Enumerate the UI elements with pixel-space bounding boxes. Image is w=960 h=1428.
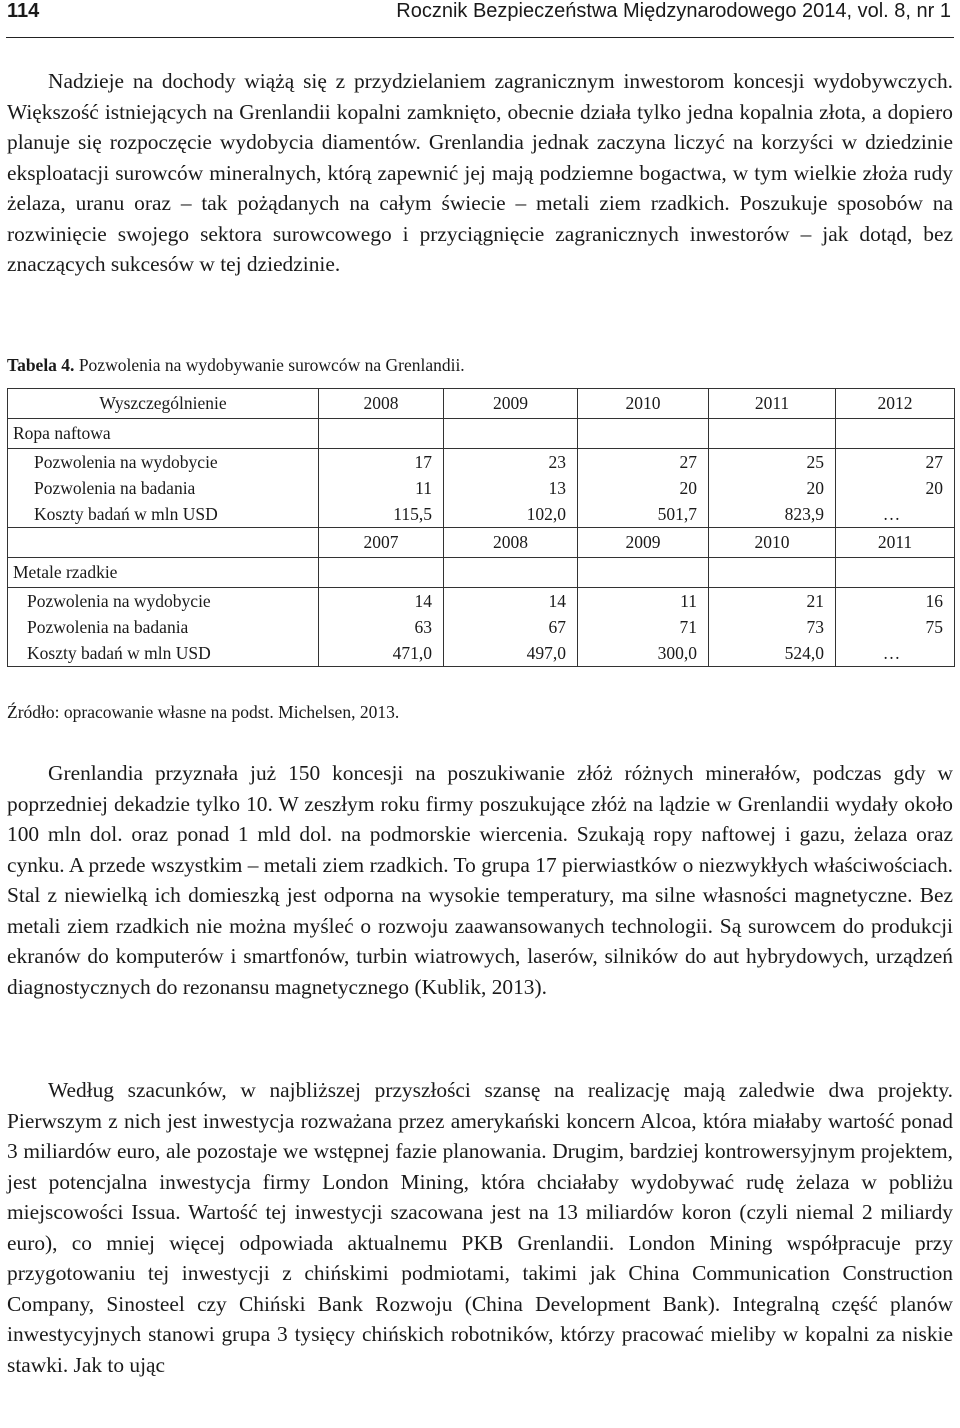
table-cell: 27 xyxy=(578,449,709,476)
table-cell: 471,0 xyxy=(319,640,444,667)
table-cell: 23 xyxy=(444,449,578,476)
row-label: Pozwolenia na wydobycie xyxy=(8,588,319,615)
table-section-row xyxy=(8,419,955,449)
table-header-row xyxy=(8,389,955,419)
paragraph-3: Według szacunków, w najbliższej przyszłości szansę na realizację mają zaledwie dwa projekty. Pierwszym z nich jest inwestycja rozważana przez amerykański koncern Alcoa, która miałaby wartość ponad 3 miliardów euro, ale pozostaje we wstępnej fazie planowania. Drugim, bardziej kontrowersyjnym projektem, jest potencjalna inwestycja firmy London Mining, która chciałaby wydobywać rudę żelaza w pobliżu miejscowości Issua. Wartość tej inwestycji szacowana jest na 13 miliardów koron (czyli niemal 2 miliardy euro), co mniej więcej odpowiada aktualnemu PKB Grenlandii. London Mining współpracuje przy przygotowaniu tej inwestycji z chińskimi podmiotami, takimi jak China Communication Construction Company, Sinosteel czy Chiński Bank Rozwoju (China Development Bank). Integralną część planów inwestycyjnych stanowi grupa 3 tysięcy chińskich robotników, którzy pracować mieliby w kopalni za niskie stawki. Jak to ując xyxy=(7,1078,953,1377)
row-label: Pozwolenia na wydobycie xyxy=(8,449,319,476)
journal-title: Rocznik Bezpieczeństwa Międzynarodowego 2014, vol. 8, nr 1 xyxy=(396,0,951,22)
table-header-cell: 2008 xyxy=(444,528,578,558)
table-cell: 13 xyxy=(444,475,578,501)
table-cell: 20 xyxy=(836,475,955,501)
row-label: Koszty badań w mln USD xyxy=(8,640,319,667)
table-cell: 27 xyxy=(836,449,955,476)
table-row xyxy=(8,501,955,528)
table-cell: 11 xyxy=(319,475,444,501)
table-cell: 71 xyxy=(578,614,709,640)
table-cell xyxy=(709,419,836,449)
table-source-note: Źródło: opracowanie własne na podst. Michelsen, 2013. xyxy=(7,702,400,722)
table-caption xyxy=(7,355,465,376)
permits-table xyxy=(7,388,955,667)
table-cell xyxy=(578,558,709,588)
table-caption-label: Tabela 4. xyxy=(7,355,75,375)
table-row xyxy=(8,614,955,640)
table-cell: 20 xyxy=(709,475,836,501)
table-cell: 16 xyxy=(836,588,955,615)
page-number: 114 xyxy=(7,0,40,22)
table-header-cell xyxy=(8,528,319,558)
row-label: Koszty badań w mln USD xyxy=(8,501,319,528)
table-header-row-2 xyxy=(8,528,955,558)
section-title-oil: Ropa naftowa xyxy=(8,419,319,449)
table-cell xyxy=(709,558,836,588)
table-header-cell: 2010 xyxy=(709,528,836,558)
table-cell: 75 xyxy=(836,614,955,640)
table-row xyxy=(8,640,955,667)
table-cell: 497,0 xyxy=(444,640,578,667)
table-cell xyxy=(444,419,578,449)
table-header-cell: 2009 xyxy=(578,528,709,558)
table-cell: 14 xyxy=(319,588,444,615)
table-cell: 11 xyxy=(578,588,709,615)
table-row xyxy=(8,449,955,476)
table-cell: 501,7 xyxy=(578,501,709,528)
table-header-cell: 2011 xyxy=(709,389,836,419)
table-cell: 73 xyxy=(709,614,836,640)
table-cell: 21 xyxy=(709,588,836,615)
table-cell xyxy=(319,558,444,588)
table-header-cell: Wyszczególnienie xyxy=(8,389,319,419)
table-cell: 102,0 xyxy=(444,501,578,528)
table-cell xyxy=(319,419,444,449)
table-header-cell: 2011 xyxy=(836,528,955,558)
table-cell xyxy=(836,558,955,588)
paragraph-1: Nadzieje na dochody wiążą się z przydzielaniem zagranicznym inwestorom koncesji wydobywczych. Większość istniejących na Grenlandii kopalni zamknięto, obecnie działa tylko jedna kopalnia złota, a dopiero planuje się rozpoczęcie wydobycia diamentów. Grenlandia jednak zaczyna liczyć na korzyści w dziedzinie eksploatacji surowców mineralnych, którą zapewnić jej mają podziemne bogactwa, w tym wielkie złoża rudy żelaza, uranu oraz – tak pożądanych na całym świecie – metali ziem rzadkich. Poszukuje sposobów na rozwinięcie swojego sektora surowcowego i przyciągnięcie zagranicznych inwestorów – jak dotąd, bez znaczących sukcesów w tej dziedzinie. xyxy=(7,69,953,276)
table-cell: 823,9 xyxy=(709,501,836,528)
table-cell: 115,5 xyxy=(319,501,444,528)
table-cell xyxy=(444,558,578,588)
table-cell: … xyxy=(836,640,955,667)
table-cell: 63 xyxy=(319,614,444,640)
table-cell: … xyxy=(836,501,955,528)
table-row xyxy=(8,475,955,501)
table-cell: 25 xyxy=(709,449,836,476)
table-cell: 67 xyxy=(444,614,578,640)
table-header-cell: 2009 xyxy=(444,389,578,419)
table-header-cell: 2008 xyxy=(319,389,444,419)
row-label: Pozwolenia na badania xyxy=(8,614,319,640)
table-cell xyxy=(578,419,709,449)
table-header-cell: 2007 xyxy=(319,528,444,558)
header-rule xyxy=(6,37,954,38)
table-cell: 524,0 xyxy=(709,640,836,667)
table-caption-text: Pozwolenia na wydobywanie surowców na Grenlandii. xyxy=(74,355,465,375)
row-label: Pozwolenia na badania xyxy=(8,475,319,501)
section-title-rare-metals: Metale rzadkie xyxy=(8,558,319,588)
table-header-cell: 2012 xyxy=(836,389,955,419)
table-cell: 17 xyxy=(319,449,444,476)
table-cell: 14 xyxy=(444,588,578,615)
table-header-cell: 2010 xyxy=(578,389,709,419)
running-header xyxy=(0,0,960,28)
table-cell: 300,0 xyxy=(578,640,709,667)
table-section-row xyxy=(8,558,955,588)
table-cell xyxy=(836,419,955,449)
paragraph-2: Grenlandia przyznała już 150 koncesji na poszukiwanie złóż różnych minerałów, podczas gdy w poprzedniej dekadzie tylko 10. W zeszłym roku firmy poszukujące złóż na lądzie w Grenlandii wydały około 100 mln dol. oraz ponad 1 mld dol. na podmorskie wiercenia. Szukają ropy naftowej i gazu, żelaza oraz cynku. A przede wszystkim – metali ziem rzadkich. To grupa 17 pierwiastków o niezwykłych właściwościach. Stal z niewielką ich domieszką jest odporna na wysokie temperatury, ma silne własności magnetyczne. Bez metali ziem rzadkich nie można myśleć o rozwoju zaawansowanych technologii. Są surowcem do produkcji ekranów do komputerów i smartfonów, turbin wiatrowych, laserów, silników do aut hybrydowych, urządzeń diagnostycznych do rezonansu magnetycznego (Kublik, 2013). xyxy=(7,761,953,999)
table-cell: 20 xyxy=(578,475,709,501)
table-row xyxy=(8,588,955,615)
